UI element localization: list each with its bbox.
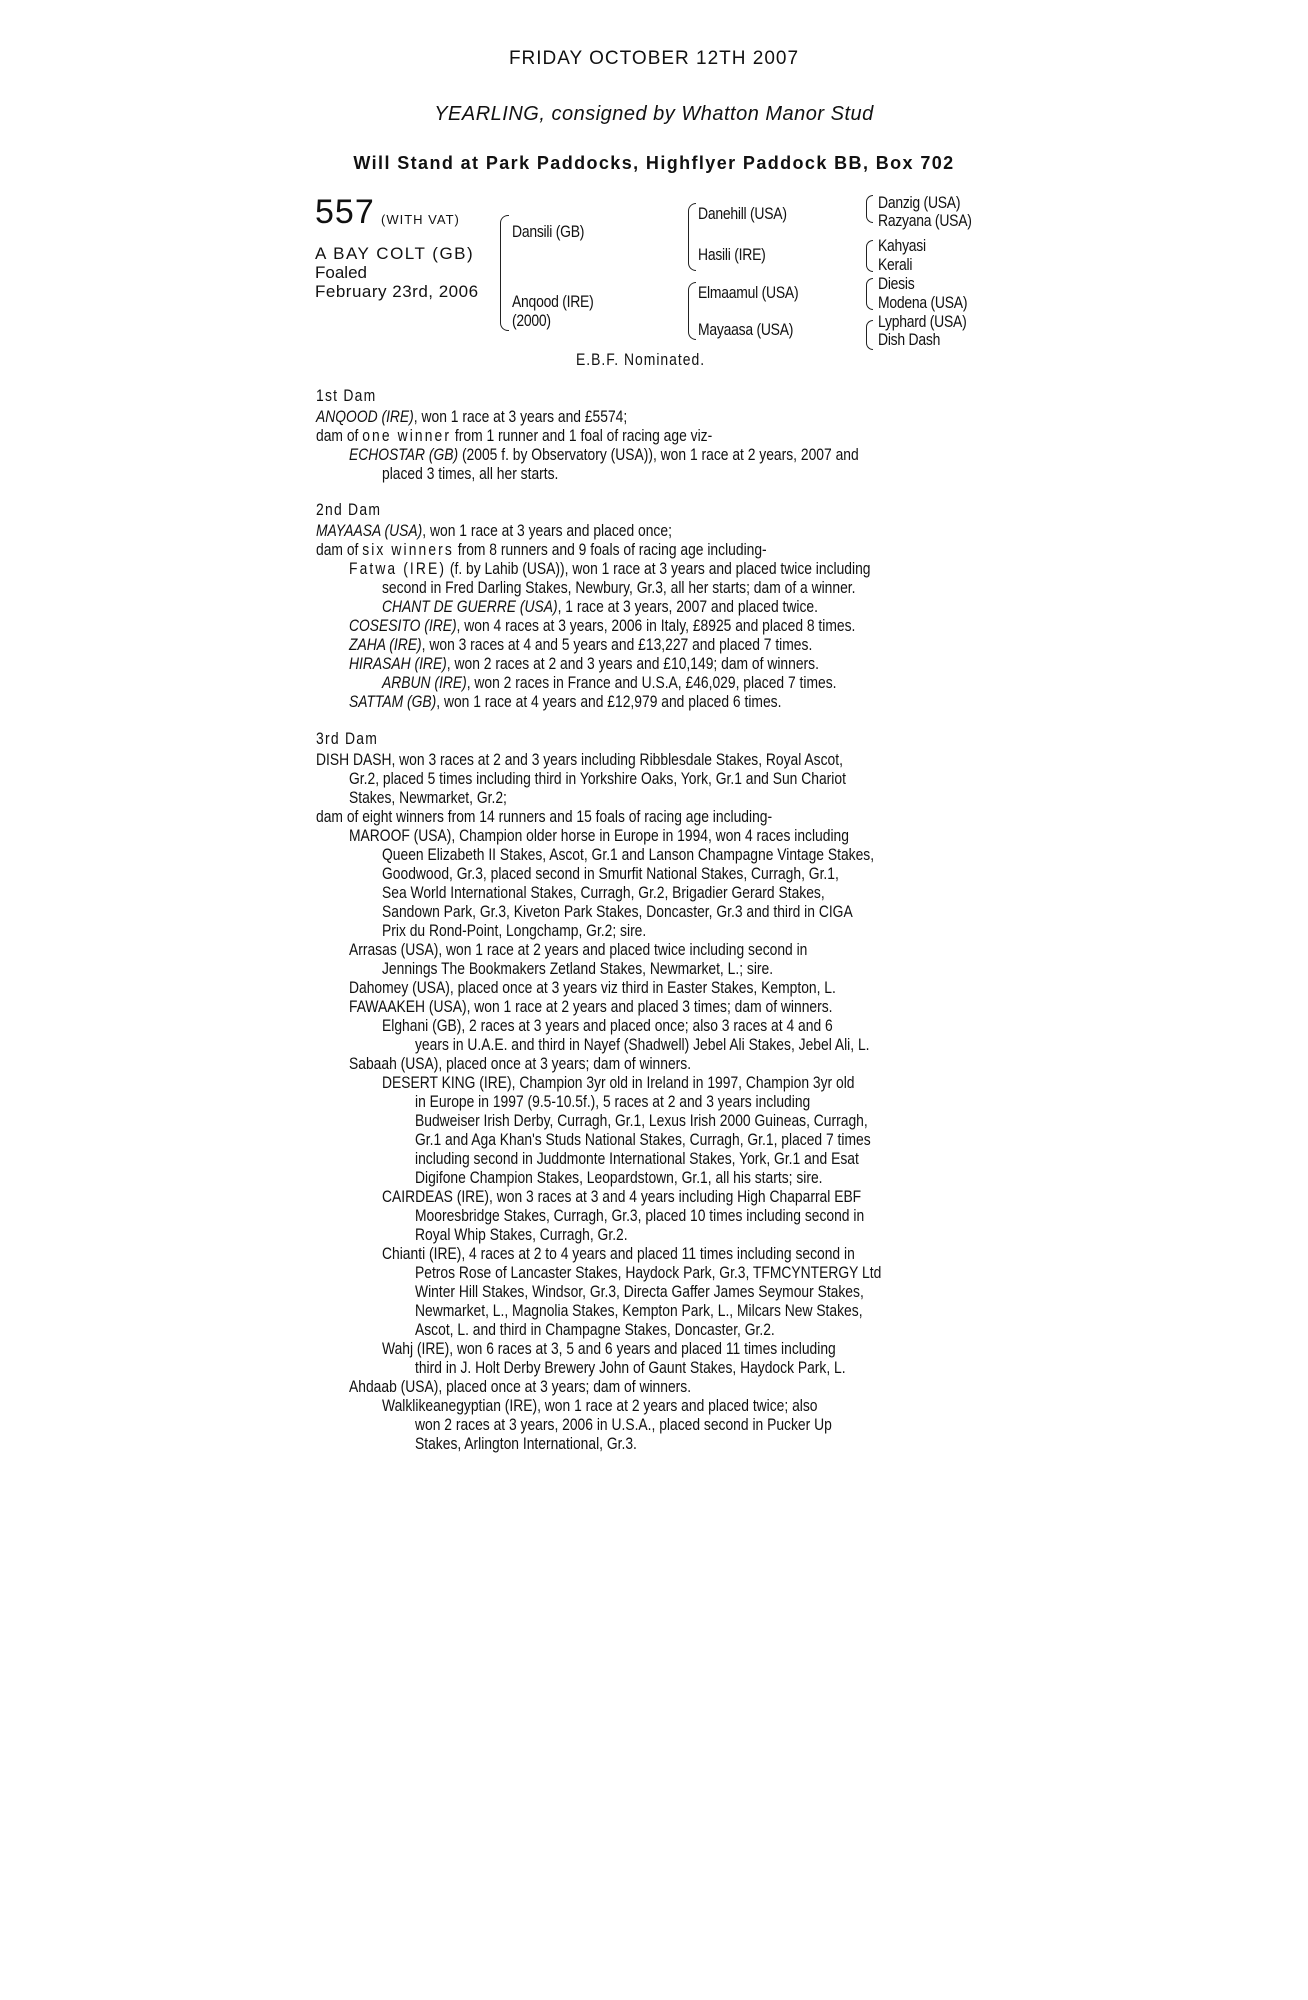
third-dam-line: including second in Juddmonte International Stakes, York, Gr.1 and Esat [415,1150,859,1168]
third-dam-line: Sandown Park, Gr.3, Kiveton Park Stakes, Doncaster, Gr.3 and third in CIGA [382,903,853,921]
third-dam-line: Digifone Champion Stakes, Leopardstown, Gr.1, all his starts; sire. [415,1169,823,1187]
foaled-date: February 23rd, 2006 [315,282,479,301]
pedigree-brace-sire [688,203,696,271]
first-dam-heading: 1st Dam [316,386,377,405]
third-dam-line: Chianti (IRE), 4 races at 2 to 4 years and placed 11 times including second in [382,1245,855,1263]
grandsire-sire: Danehill (USA) [698,204,787,223]
second-dam-line-2: dam of six winners from 8 runners and 9 foals of racing age including- [316,541,767,559]
second-dam-line-6: COSESITO (IRE), won 4 races at 3 years, 2006 in Italy, £8925 and placed 8 times. [349,617,856,635]
third-dam-line: Stakes, Arlington International, Gr.3. [415,1435,637,1453]
second-dam-heading: 2nd Dam [316,500,382,519]
second-dam-line-9: ARBUN (IRE), won 2 races in France and U.S.A, £46,029, placed 7 times. [382,674,837,692]
stand-location: Will Stand at Park Paddocks, Highflyer Paddock BB, Box 702 [353,153,955,173]
third-dam-line: dam of eight winners from 14 runners and 15 foals of racing age including- [316,808,773,826]
vat-note: (WITH VAT) [381,212,460,227]
granddam-dam: Mayaasa (USA) [698,320,794,339]
third-dam-line: MAROOF (USA), Champion older horse in Europe in 1994, won 4 races including [349,827,849,845]
ggen-6: Modena (USA) [878,293,968,312]
third-dam-line: Stakes, Newmarket, Gr.2; [349,789,507,807]
second-dam-line-5: CHANT DE GUERRE (USA), 1 race at 3 years, 2007 and placed twice. [382,598,818,616]
dam-name: Anqood (IRE) [512,292,594,311]
third-dam-line: DESERT KING (IRE), Champion 3yr old in Ireland in 1997, Champion 3yr old [382,1074,855,1092]
third-dam-line: Ascot, L. and third in Champagne Stakes, Doncaster, Gr.2. [415,1321,775,1339]
ggen-5: Diesis [878,274,915,293]
third-dam-line: Wahj (IRE), won 6 races at 3, 5 and 6 years and placed 11 times including [382,1340,836,1358]
ggen-2: Razyana (USA) [878,211,972,230]
ggen-1: Danzig (USA) [878,193,961,212]
pedigree-brace-danehill [866,195,873,223]
first-dam-line-1: ANQOOD (IRE), won 1 race at 3 years and £5574; [316,408,628,426]
second-dam-line-7: ZAHA (IRE), won 3 races at 4 and 5 years and £13,227 and placed 7 times. [349,636,813,654]
third-dam-line: Newmarket, L., Magnolia Stakes, Kempton Park, L., Milcars New Stakes, [415,1302,863,1320]
third-dam-line: in Europe in 1997 (9.5-10.5f.), 5 races at 2 and 3 years including [415,1093,811,1111]
first-dam-line-3: ECHOSTAR (GB) (2005 f. by Observatory (USA)), won 1 race at 2 years, 2007 and [349,446,859,464]
third-dam-line: Prix du Rond-Point, Longchamp, Gr.2; sire. [382,922,647,940]
third-dam-line: Dahomey (USA), placed once at 3 years viz third in Easter Stakes, Kempton, L. [349,979,836,997]
third-dam-line: FAWAAKEH (USA), won 1 race at 2 years and placed 3 times; dam of winners. [349,998,833,1016]
second-dam-line-8: HIRASAH (IRE), won 2 races at 2 and 3 years and £10,149; dam of winners. [349,655,819,673]
third-dam-heading: 3rd Dam [316,729,379,748]
third-dam-line: Winter Hill Stakes, Windsor, Gr.3, Directa Gaffer James Seymour Stakes, [415,1283,864,1301]
third-dam-line: Ahdaab (USA), placed once at 3 years; dam of winners. [349,1378,692,1396]
third-dam-line: Petros Rose of Lancaster Stakes, Haydock Park, Gr.3, TFMCYNTERGY Ltd [415,1264,882,1282]
first-dam-line-2: dam of one winner from 1 runner and 1 foal of racing age viz- [316,427,713,445]
pedigree-brace-mayaasa [866,320,873,350]
pedigree-brace-hasili [866,240,873,272]
dam-year: (2000) [512,311,551,330]
lot-description: A BAY COLT (GB) [315,244,475,263]
third-dam-line: third in J. Holt Derby Brewery John of Gaunt Stakes, Haydock Park, L. [415,1359,846,1377]
second-dam-line-4: second in Fred Darling Stakes, Newbury, Gr.3, all her starts; dam of a winner. [382,579,856,597]
third-dam-line: Elghani (GB), 2 races at 3 years and placed once; also 3 races at 4 and 6 [382,1017,833,1035]
ggen-8: Dish Dash [878,330,941,349]
third-dam-line: Royal Whip Stakes, Curragh, Gr.2. [415,1226,628,1244]
second-dam-line-1: MAYAASA (USA), won 1 race at 3 years and placed once; [316,522,672,540]
pedigree-brace-elmaamul [866,278,873,310]
second-dam-line-3: Fatwa (IRE) (f. by Lahib (USA)), won 1 race at 3 years and placed twice including [349,560,871,578]
pedigree-brace-main [500,215,509,331]
third-dam-line: years in U.A.E. and third in Nayef (Shadwell) Jebel Ali Stakes, Jebel Ali, L. [415,1036,870,1054]
third-dam-line: Mooresbridge Stakes, Curragh, Gr.3, placed 10 times including second in [415,1207,865,1225]
sire-name: Dansili (GB) [512,222,585,241]
lot-number: 557 [315,193,375,231]
foaled-label: Foaled [315,263,367,282]
third-dam-line: Gr.2, placed 5 times including third in Yorkshire Oaks, York, Gr.1 and Sun Chariot [349,770,846,788]
first-dam-line-4: placed 3 times, all her starts. [382,465,559,483]
ggen-3: Kahyasi [878,236,926,255]
third-dam-line: Queen Elizabeth II Stakes, Ascot, Gr.1 and Lanson Champagne Vintage Stakes, [382,846,875,864]
consignor-line: YEARLING, consigned by Whatton Manor Stud [434,103,874,125]
third-dam-line: DISH DASH, won 3 races at 2 and 3 years including Ribblesdale Stakes, Royal Ascot, [316,751,843,769]
pedigree-brace-dam [688,282,696,340]
third-dam-line: Sabaah (USA), placed once at 3 years; dam of winners. [349,1055,692,1073]
third-dam-line: Budweiser Irish Derby, Curragh, Gr.1, Lexus Irish 2000 Guineas, Curragh, [415,1112,868,1130]
ebf-nomination: E.B.F. Nominated. [576,350,706,369]
third-dam-line: Walklikeanegyptian (IRE), won 1 race at 2 years and placed twice; also [382,1397,818,1415]
third-dam-line: Gr.1 and Aga Khan's Studs National Stakes, Curragh, Gr.1, placed 7 times [415,1131,871,1149]
granddam-sire: Hasili (IRE) [698,245,766,264]
third-dam-line: Goodwood, Gr.3, placed second in Smurfit National Stakes, Curragh, Gr.1, [382,865,839,883]
second-dam-line-10: SATTAM (GB), won 1 race at 4 years and £12,979 and placed 6 times. [349,693,782,711]
third-dam-line: won 2 races at 3 years, 2006 in U.S.A., placed second in Pucker Up [415,1416,832,1434]
ggen-4: Kerali [878,255,913,274]
sale-date: FRIDAY OCTOBER 12TH 2007 [508,48,800,69]
grandsire-dam: Elmaamul (USA) [698,283,799,302]
ggen-7: Lyphard (USA) [878,312,967,331]
third-dam-line: CAIRDEAS (IRE), won 3 races at 3 and 4 years including High Chaparral EBF [382,1188,862,1206]
third-dam-line: Sea World International Stakes, Curragh, Gr.2, Brigadier Gerard Stakes, [382,884,825,902]
third-dam-line: Arrasas (USA), won 1 race at 2 years and placed twice including second in [349,941,808,959]
third-dam-line: Jennings The Bookmakers Zetland Stakes, Newmarket, L.; sire. [382,960,774,978]
